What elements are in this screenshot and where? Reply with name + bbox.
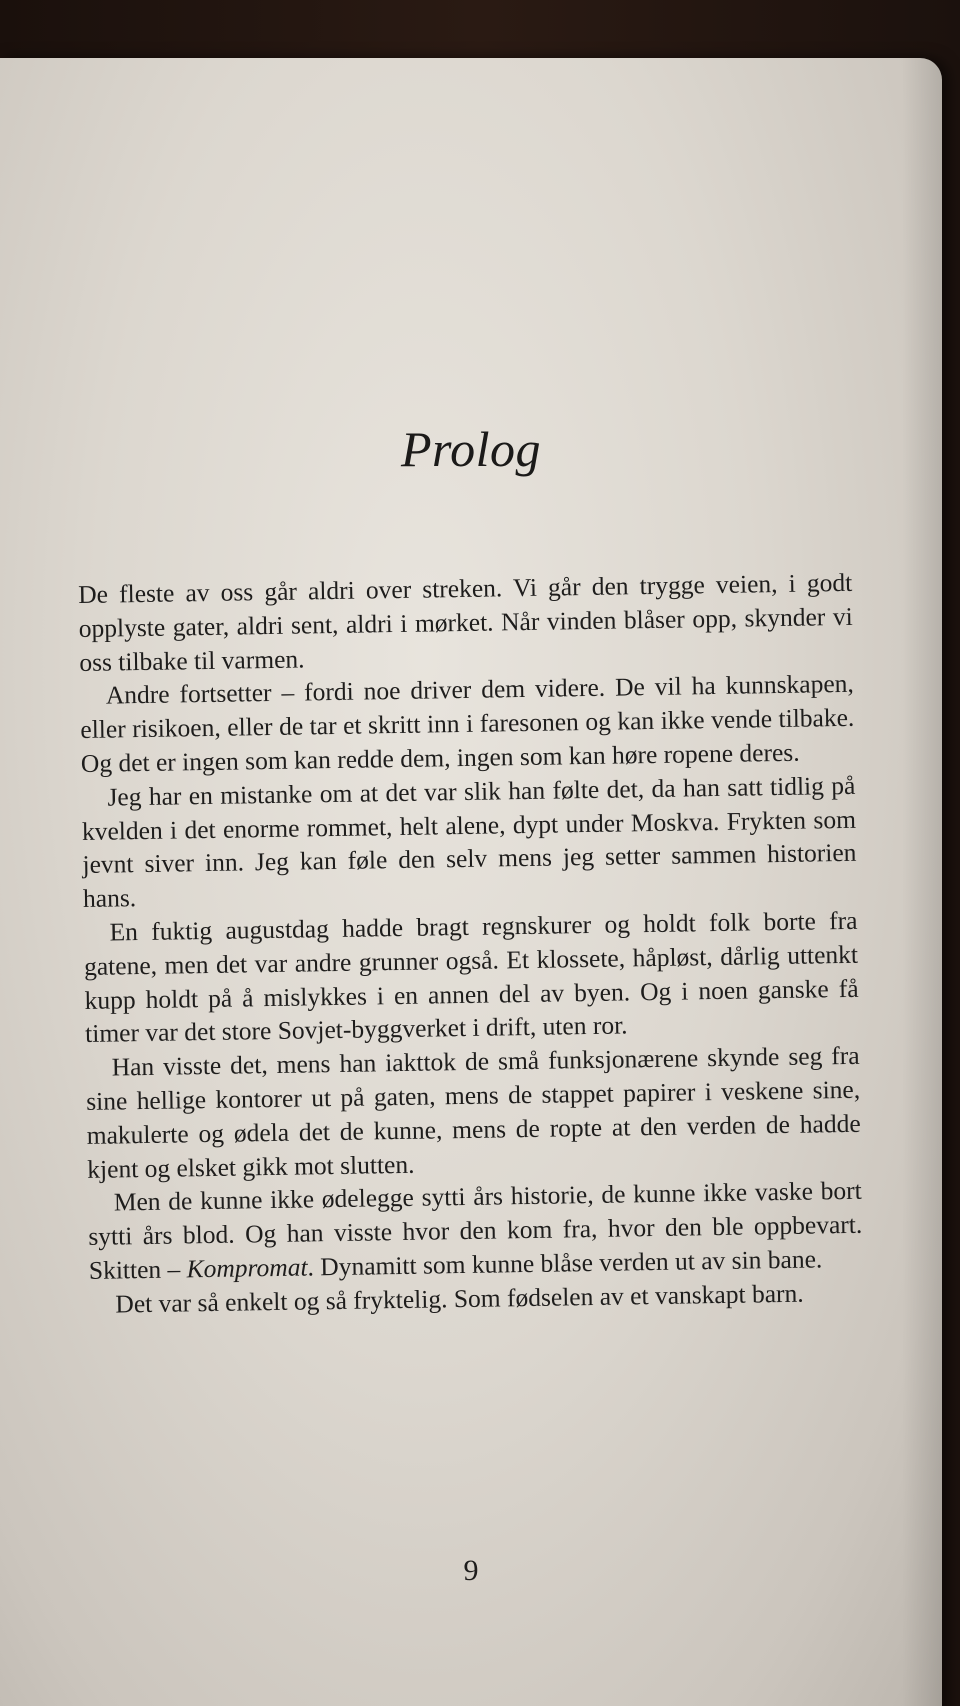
- paragraph-6-italic-term: Kompromat: [186, 1252, 308, 1284]
- paragraph-4: En fuktig augustdag hadde bragt regnskurer og holdt folk borte fra gatene, men det var andre grunner også. Et klossete, håpløst, dårlig uttenkt kupp holdt på å mislykkes i en annen del av byen. Og i noen ganske få timer var det store Sovjet-byggverket i drift, uten ror.: [83, 905, 859, 1049]
- paragraph-7: Det var så enkelt og så fryktelig. Som fødselen av et vanskapt barn.: [115, 1278, 804, 1319]
- paragraph-1: De fleste av oss går aldri over streken. Vi går den trygge veien, i godt opplyste gater, aldri sent, aldri i mørket. Når vinden blåser opp, skynder vi oss tilbake til varmen.: [78, 567, 853, 677]
- chapter-title: Prolog: [400, 421, 542, 477]
- paragraph-6-start: Men de kunne ikke ødelegge sytti års historie, de kunne ikke vaske bort sytti års blod. Og han visste hvor den kom fra, hvor den ble oppbevart. Skitten –: [88, 1176, 863, 1285]
- paragraph-2: Andre fortsetter – fordi noe driver dem videre. De vil ha kunnskapen, eller risikoen, eller de tar et skritt inn i faresonen og kan ikke vende tilbake. Og det er ingen som kan redde dem, ingen som kan høre ropene deres.: [80, 669, 855, 778]
- paragraph-6: [88, 1174, 863, 1288]
- paragraph-5: Han visste det, mens han iakttok de små funksjonærene skynde seg fra sine hellige kontorer ut på gaten, mens de stappet papirer i veskene sine, makulerte og ødela det de kunne, mens de ropte at den verden de hadde kjent og elsket gikk mot slutten.: [85, 1040, 861, 1184]
- paragraph-6-end: . Dynamitt som kunne blåse verden ut av sin bane.: [307, 1244, 823, 1282]
- paragraph-3: Jeg har en mistanke om at det var slik han følte det, da han satt tidlig på kvelden i det enorme rommet, helt alene, dypt under Moskva. Frykten som jevnt siver inn. Jeg kan føle den selv mens jeg setter sammen historien hans.: [81, 770, 857, 914]
- book-page: [0, 58, 942, 1706]
- page-number: 9: [463, 1554, 479, 1587]
- body-text: [78, 566, 864, 1322]
